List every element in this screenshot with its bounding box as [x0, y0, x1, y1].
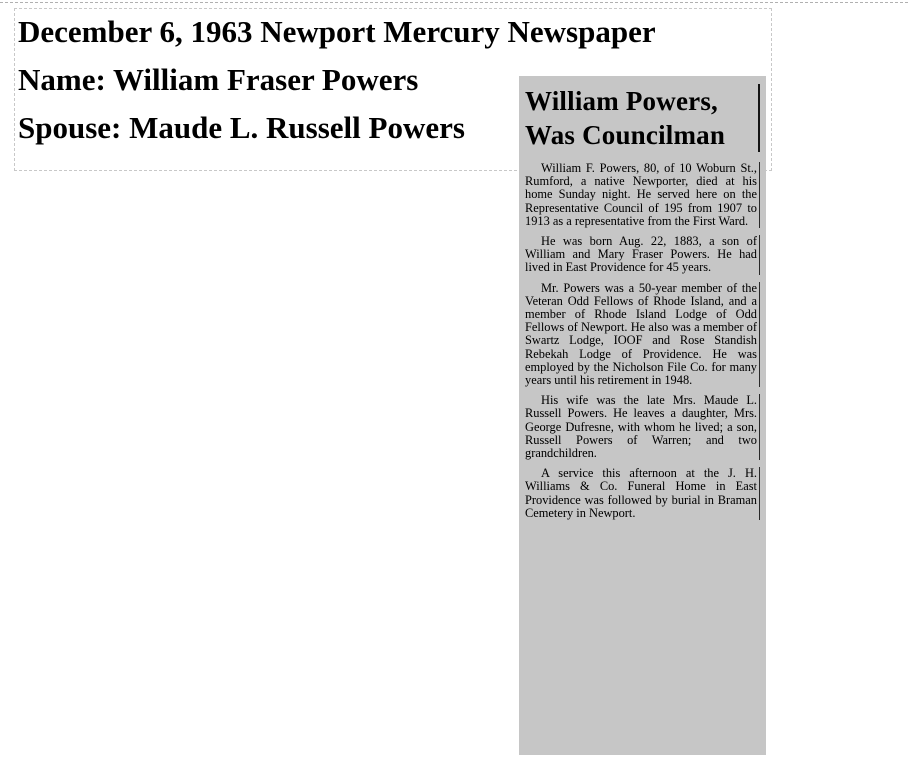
clipping-paragraph-5: A service this afternoon at the J. H. Williams & Co. Funeral Home in East Providence was followed by burial in Braman Cemetery in Newport. — [525, 467, 760, 520]
caption-date-source: December 6, 1963 Newport Mercury Newspaper — [18, 14, 656, 49]
clipping-paragraph-3: Mr. Powers was a 50-year member of the Veteran Odd Fellows of Rhode Island, and a member of Rhode Island Lodge of Odd Fellows of Newport. He also was a member of Swartz Lodge, IOOF and Rose Standish Rebekah Lodge of Providence. He was employed by the Nicholson File Co. for many years until his retirement in 1948. — [525, 282, 760, 388]
clipping-paragraph-1: William F. Powers, 80, of 10 Woburn St., Rumford, a native Newporter, died at his home Sunday night. He served here on the Representative Council of 195 from 1907 to 1913 as a representative from the First Ward. — [525, 162, 760, 228]
caption-name: Name: William Fraser Powers — [18, 62, 419, 97]
clipping-headline-line-1: William Powers, — [525, 86, 718, 116]
clipping-headline-line-2: Was Councilman — [525, 120, 726, 150]
clipping-paragraph-4: His wife was the late Mrs. Maude L. Russell Powers. He leaves a daughter, Mrs. George Dufresne, with whom he lived; a son, Russell Powers of Warren; and two grandchildren. — [525, 394, 760, 460]
page-top-divider — [0, 2, 908, 3]
clipping-paragraph-2: He was born Aug. 22, 1883, a son of William and Mary Fraser Powers. He had lived in East Providence for 45 years. — [525, 235, 760, 275]
newspaper-clipping — [519, 76, 766, 755]
clipping-headline — [525, 84, 760, 152]
caption-spouse: Spouse: Maude L. Russell Powers — [18, 110, 465, 145]
